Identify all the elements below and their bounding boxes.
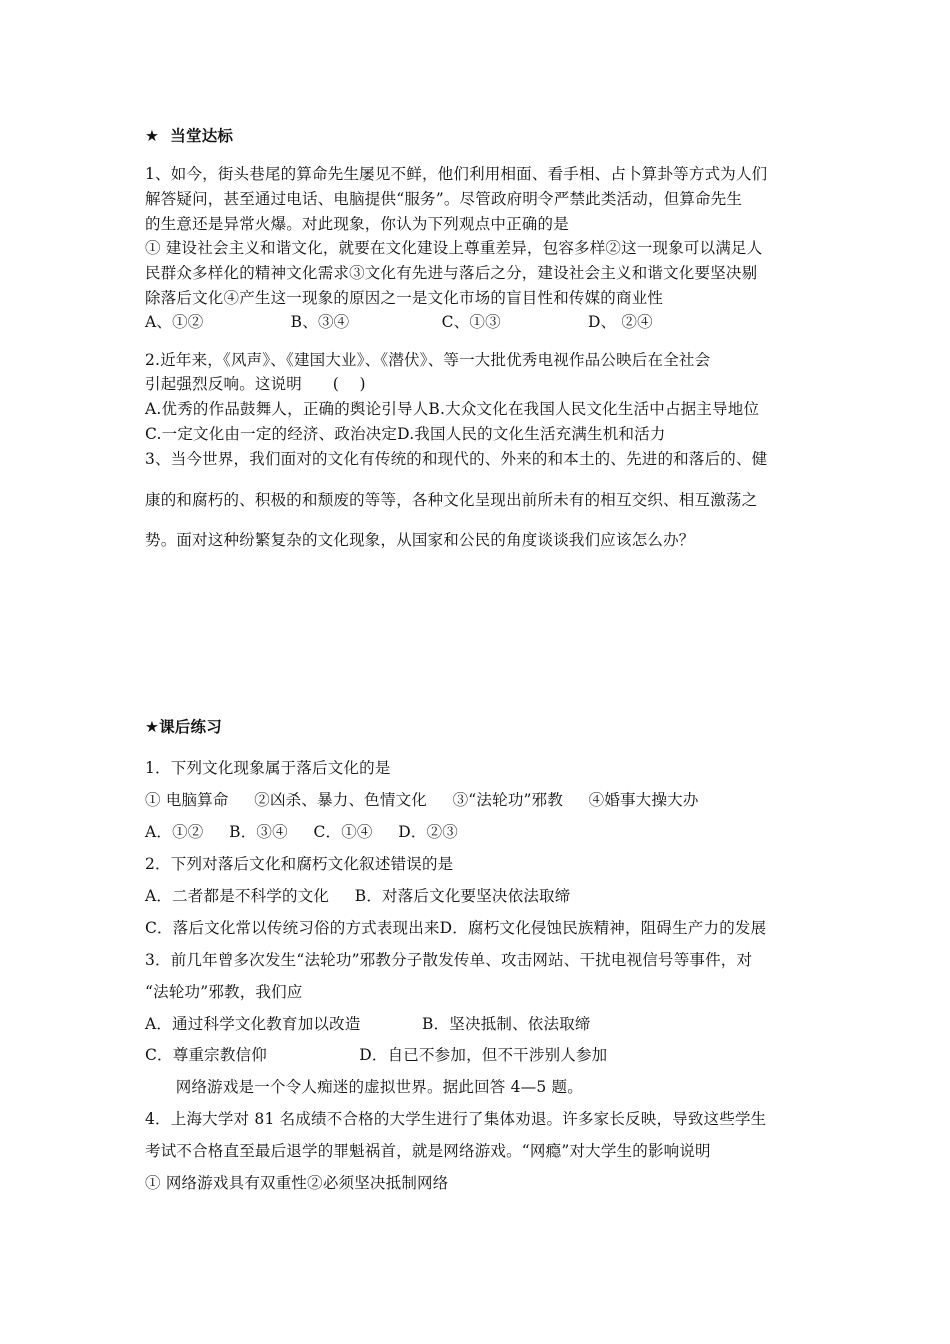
practice-line: A．通过科学文化教育加以改造 B．坚决抵制、依法取缔 [145,1015,591,1033]
practice-line: C．落后文化常以传统习俗的方式表现出来D．腐朽文化侵蚀民族精神，阻碍生产力的发展 [145,919,767,937]
q2-stem-line: 引起强烈反响。这说明 ( ) [145,375,366,393]
q2-option-line: C.一定文化由一定的经济、政治决定D.我国人民的文化生活充满生机和活力 [145,425,666,443]
practice-line: A．①② B．③④ C．①④ D．②③ [145,823,458,841]
q1-options: A、①② B、③④ C、①③ D、 ②④ [145,313,653,331]
q3-line: 3、当今世界，我们面对的文化有传统的和现代的、外来的和本土的、先进的和落后的、健 [145,450,768,468]
q1-statement-line: ① 建设社会主义和谐文化，就要在文化建设上尊重差异，包容多样②这一现象可以满足人 [145,239,763,257]
practice-line: 网络游戏是一个令人痴迷的虚拟世界。据此回答 4—5 题。 [145,1078,583,1096]
practice-line: 3．前几年曾多次发生“法轮功”邪教分子散发传单、攻击网站、干扰电视信号等事件，对 [145,951,753,969]
q1-statement-line: 民群众多样化的精神文化需求③文化有先进与落后之分，建设社会主义和谐文化要坚决剔 [145,264,758,282]
section2-title: ★课后练习 [145,718,222,736]
section1-title: ★ 当堂达标 [145,127,234,145]
practice-line: 2．下列对落后文化和腐朽文化叙述错误的是 [145,855,454,873]
practice-line: 4．上海大学对 81 名成绩不合格的大学生进行了集体劝退。许多家长反映，导致这些学生 [145,1110,767,1128]
practice-line: 考试不合格直至最后退学的罪魁祸首，就是网络游戏。“网瘾”对大学生的影响说明 [145,1142,711,1160]
practice-line: “法轮功”邪教，我们应 [145,983,303,1001]
practice-line: A．二者都是不科学的文化 B．对落后文化要坚决依法取缔 [145,887,571,905]
q2-option-line: A.优秀的作品鼓舞人，正确的舆论引导人B.大众文化在我国人民文化生活中占据主导地位 [145,400,760,418]
q3-line: 势。面对这种纷繁复杂的文化现象，从国家和公民的角度谈谈我们应该怎么办？ [145,531,695,549]
q1-stem-line: 的生意还是异常火爆。对此现象，你认为下列观点中正确的是 [145,215,569,233]
practice-line: ① 网络游戏具有双重性②必须坚决抵制网络 [145,1174,449,1192]
practice-line: 1．下列文化现象属于落后文化的是 [145,759,391,777]
q2-stem-line: 2.近年来，《风声》、《建国大业》、《潜伏》、等一大批优秀电视作品公映后在全社会 [145,351,711,369]
practice-line: ① 电脑算命 ②凶杀、暴力、色情文化 ③“法轮功”邪教 ④婚事大操大办 [145,791,699,809]
practice-line: C．尊重宗教信仰 D．自已不参加，但不干涉别人参加 [145,1046,608,1064]
q1-statement-line: 除落后文化④产生这一现象的原因之一是文化市场的盲目性和传媒的商业性 [145,289,664,307]
q1-stem-line: 解答疑问，甚至通过电话、电脑提供“服务”。尽管政府明令严禁此类活动，但算命先生 [145,190,743,208]
q3-line: 康的和腐朽的、积极的和颓废的等等，各种文化呈现出前所未有的相互交织、相互激荡之 [145,491,758,509]
q1-stem-line: 1、如今，街头巷尾的算命先生屡见不鲜，他们利用相面、看手相、占卜算卦等方式为人们 [145,165,768,183]
